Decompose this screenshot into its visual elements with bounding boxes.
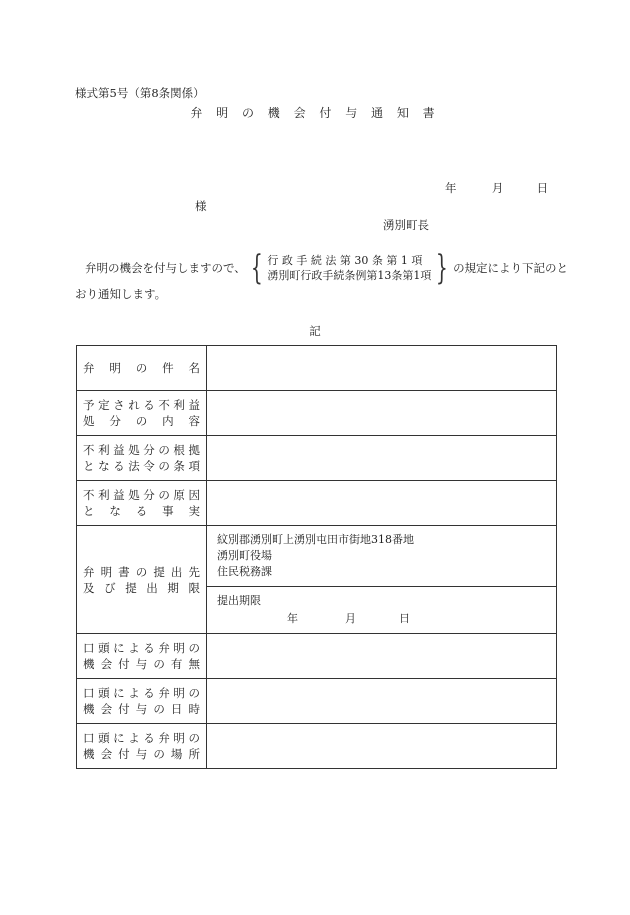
deadline-label: 提出期限 [217, 594, 261, 607]
document-title: 弁 明 の 機 会 付 与 通 知 書 [190, 106, 440, 120]
row-label: 口頭による弁明の 機 会 付 与 の 日 時 [77, 679, 207, 724]
table-row [77, 346, 557, 391]
deadline-year: 年 [287, 612, 298, 625]
row-value[interactable] [207, 724, 557, 769]
deadline-cell[interactable] [207, 587, 557, 634]
table-row [77, 481, 557, 526]
table-row [77, 634, 557, 679]
reference-2: 湧別町行政手続条例第13条第1項 [267, 269, 432, 282]
date-year: 年 [445, 181, 457, 195]
deadline-day: 日 [399, 612, 410, 625]
row-value[interactable] [207, 679, 557, 724]
body-lead: 弁明の機会を付与しますので、 [85, 261, 246, 275]
table-row [77, 679, 557, 724]
right-brace: } [436, 248, 449, 288]
row-label: 予定される不利益 処 分 の 内 容 [77, 391, 207, 436]
submission-address: 紋別郡湧別町上湧別屯田市街地318番地 [217, 533, 414, 546]
row-value[interactable] [207, 481, 557, 526]
body-tail: の規定により下記のと [453, 261, 569, 275]
row-label: 不利益処分の原因 と な る 事 実 [77, 481, 207, 526]
date-month: 月 [491, 181, 504, 195]
submission-section: 住民税務課 [217, 565, 272, 578]
left-brace: { [250, 248, 263, 288]
table-row [77, 724, 557, 769]
ki-heading: 記 [309, 324, 321, 338]
deadline-date [217, 611, 546, 627]
form-number: 様式第5号（第8条関係） [75, 86, 205, 100]
body-line-2: おり通知します。 [75, 287, 167, 301]
submission-address-cell[interactable] [207, 526, 557, 587]
submission-office: 湧別町役場 [217, 549, 272, 562]
row-value[interactable] [207, 634, 557, 679]
row-label: 口頭による弁明の 機 会 付 与 の 場 所 [77, 724, 207, 769]
deadline-month: 月 [345, 612, 356, 625]
notice-table [76, 345, 557, 769]
row-value[interactable] [207, 436, 557, 481]
table-row [77, 436, 557, 481]
row-label: 弁明書の提出先 及 び 提 出 期 限 [77, 526, 207, 634]
date-day: 日 [536, 181, 549, 195]
table-row [77, 526, 557, 587]
reference-1: 行 政 手 続 法 第 30 条 第 1 項 [267, 254, 423, 267]
body-paragraph [85, 248, 569, 288]
row-value[interactable] [207, 346, 557, 391]
table-row [77, 391, 557, 436]
row-label: 弁 明 の 件 名 [77, 346, 207, 391]
legal-references [267, 253, 431, 283]
row-label: 口頭による弁明の 機 会 付 与 の 有 無 [77, 634, 207, 679]
addressee: 様 [195, 199, 207, 213]
date-line [445, 180, 548, 196]
row-label: 不利益処分の根拠 となる法令の条項 [77, 436, 207, 481]
issuer: 湧別町長 [383, 218, 429, 232]
row-value[interactable] [207, 391, 557, 436]
